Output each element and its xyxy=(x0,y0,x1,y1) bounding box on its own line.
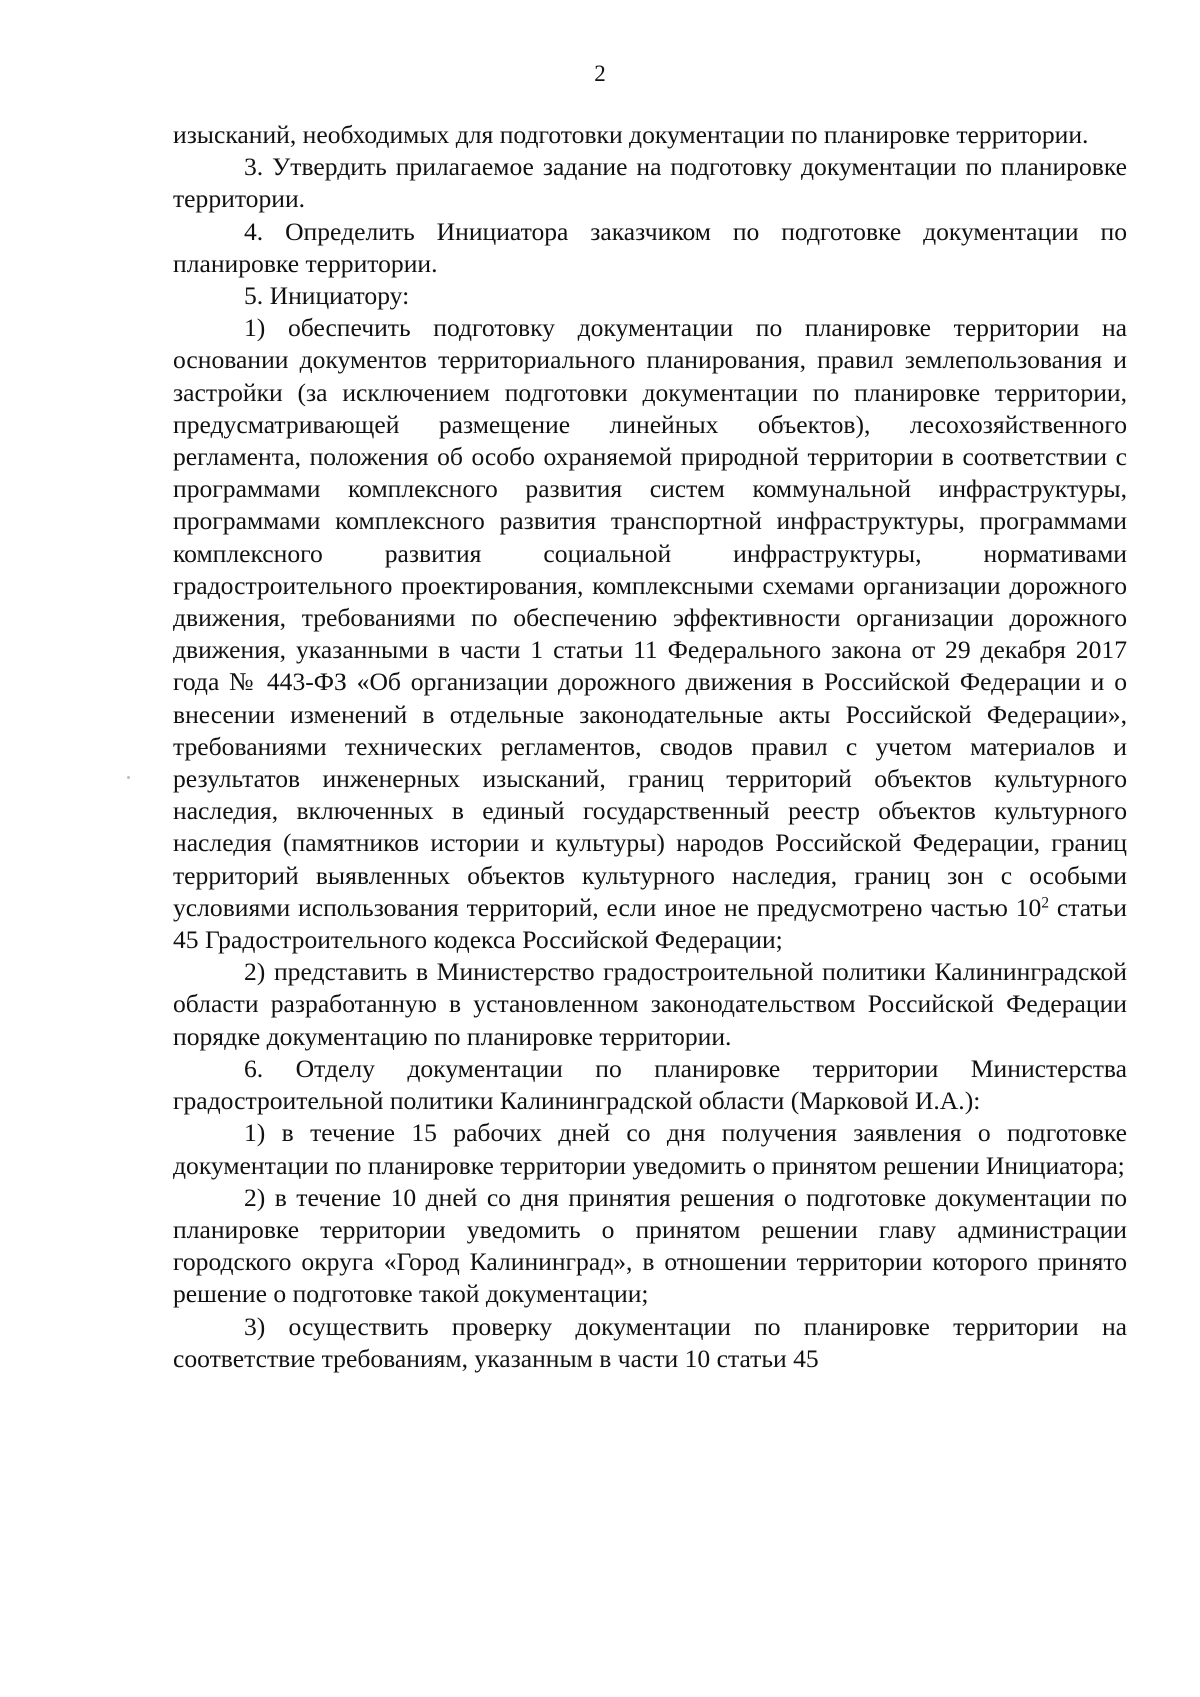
paragraph-item-5-1-text: 1) обеспечить подготовку документации по планировке территории на основании документов территориального планирования, правил землепользования и застройки (за исключением подготовки документации по планировке территории, предусматривающей размещение линейных объектов), лесохозяйственного регламента, положения об особо охраняемой природной территории в соответствии с программами комплексного развития систем коммунальной инфраструктуры, программами комплексного развития транспортной инфраструктуры, программами комплексного развития социальной инфраструктуры, нормативами градостроительного проектирования, комплексными схемами организации дорожного движения, требованиями по обеспечению эффективности организации дорожного движения, указанными в части 1 статьи 11 Федерального закона от 29 декабря 2017 года № 443-ФЗ «Об организации дорожного движения в Российской Федерации и о внесении изменений в отдельные законодательные акты Российской Федерации», требованиями технических регламентов, сводов правил с учетом материалов и результатов инженерных изысканий, границ территорий объектов культурного наследия, включенных в единый государственный реестр объектов культурного наследия (памятников истории и культуры) народов Российской Федерации, границ территорий выявленных объектов культурного наследия, границ зон с особыми условиями использования территорий, если иное не предусмотрено частью xyxy=(173,313,1127,922)
document-body xyxy=(173,119,1127,1375)
paragraph-item-5: 5. Инициатору: xyxy=(244,281,410,311)
article-ref-superscript: 2 xyxy=(1041,894,1049,912)
paragraph-item-6-2: 2) в течение 10 дней со дня принятия решения о подготовке документации по планировке территории уведомить о принятом решении главу администрации городского округа «Город Калининград», в отношении территории которого принято решение о подготовке такой документации; xyxy=(173,1182,1127,1309)
paragraph-item-5-1 xyxy=(173,312,1127,956)
paragraph-item-6: 6. Отделу документации по планировке территории Министерства градостроительной политики Калининградской области (Марковой И.А.): xyxy=(173,1053,1127,1116)
paragraph-continuation: изысканий, необходимых для подготовки документации по планировке территории. xyxy=(173,120,1089,149)
paragraph-item-6-1: 1) в течение 15 рабочих дней со дня получения заявления о подготовке документации по планировке территории уведомить о принятом решении Инициатора; xyxy=(173,1118,1127,1180)
scan-speck xyxy=(127,776,130,779)
article-ref-number: 10 xyxy=(1015,892,1042,922)
paragraph-item-4: 4. Определить Инициатора заказчиком по подготовке документации по планировке территории. xyxy=(173,216,1127,278)
paragraph-item-3: 3. Утвердить прилагаемое задание на подготовку документации по планировке территории. xyxy=(173,152,1127,214)
page-number: 2 xyxy=(594,61,606,86)
paragraph-item-6-3: 3) осуществить проверку документации по планировке территории на соответствие требованиям, указанным в части 10 статьи 45 xyxy=(173,1311,1127,1373)
paragraph-item-5-2: 2) представить в Министерство градостроительной политики Калининградской области разработанную в установленном законодательством Российской Федерации порядке документацию по планировке территории. xyxy=(173,957,1127,1051)
paragraph-item-5-1-tail: статьи 45 Градостроительного кодекса Российской Федерации; xyxy=(173,892,1127,955)
